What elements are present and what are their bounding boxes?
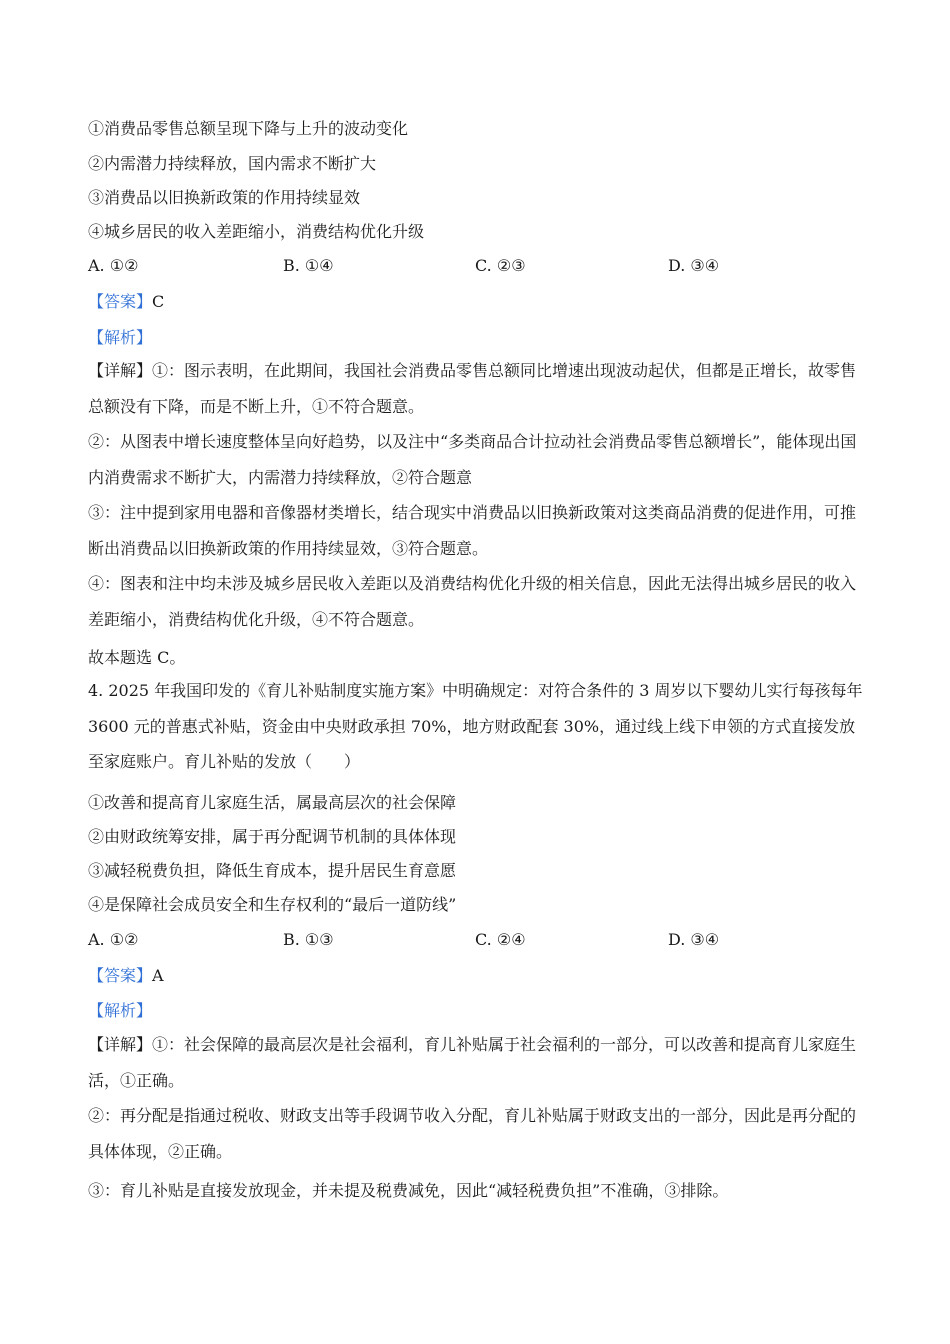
q4-item-1: ①改善和提高育儿家庭生活，属最高层次的社会保障 <box>88 793 457 812</box>
q4-detail-3: ③：育儿补贴是直接发放现金，并未提及税费减免，因此“减轻税费负担”不准确，③排除。 <box>88 1181 729 1200</box>
q4-item-2: ②由财政统筹安排，属于再分配调节机制的具体体现 <box>88 827 457 846</box>
q4-answer <box>88 966 164 986</box>
q3-option-c: C. ②③ <box>475 256 526 275</box>
q3-item-4: ④城乡居民的收入差距缩小，消费结构优化升级 <box>88 222 425 241</box>
q4-detail-1-text: ①：社会保障的最高层次是社会福利，育儿补贴属于社会福利的一部分，可以改善和提高育儿家庭生活，①正确。 <box>88 1035 857 1090</box>
q3-detail-label: 【详解】 <box>88 361 153 380</box>
q4-option-a: A. ①② <box>88 930 139 949</box>
q4-answer-label: 【答案】 <box>88 966 153 985</box>
q3-item-2: ②内需潜力持续释放，国内需求不断扩大 <box>88 154 377 173</box>
q3-option-a: A. ①② <box>88 256 139 275</box>
q3-analysis-label: 【解析】 <box>88 328 153 347</box>
q3-answer <box>88 292 164 312</box>
q3-option-d: D. ③④ <box>668 256 720 275</box>
q3-answer-label: 【答案】 <box>88 292 153 311</box>
q3-detail-1-text: ①：图示表明，在此期间，我国社会消费品零售总额同比增速出现波动起伏，但都是正增长，故零售总额没有下降，而是不断上升，①不符合题意。 <box>88 361 857 416</box>
q3-detail-3: ③：注中提到家用电器和音像器材类增长，结合现实中消费品以旧换新政策对这类商品消费的促进作用，可推断出消费品以旧换新政策的作用持续显效，③符合题意。 <box>88 503 857 558</box>
q4-analysis-label: 【解析】 <box>88 1001 153 1020</box>
q3-option-b: B. ①④ <box>283 256 334 275</box>
q4-stem: 4. 2025 年我国印发的《育儿补贴制度实施方案》中明确规定：对符合条件的 3 周岁以下婴幼儿实行每孩每年 3600 元的普惠式补贴，资金由中央财政承担 70%，地方财政配套 30%，通过线上线下申领的方式直接发放至家庭账户。育儿补贴的发放（ ） <box>88 681 863 771</box>
q4-detail-2: ②：再分配是指通过税收、财政支出等手段调节收入分配，育儿补贴属于财政支出的一部分，因此是再分配的具体体现，②正确。 <box>88 1106 857 1161</box>
q4-option-c: C. ②④ <box>475 930 526 949</box>
q3-detail-2: ②：从图表中增长速度整体呈向好趋势，以及注中“多类商品合计拉动社会消费品零售总额增长”，能体现出国内消费需求不断扩大，内需潜力持续释放，②符合题意 <box>88 432 857 487</box>
q4-detail-label: 【详解】 <box>88 1035 153 1054</box>
q3-detail-1 <box>88 353 863 424</box>
q4-item-3: ③减轻税费负担，降低生育成本，提升居民生育意愿 <box>88 861 457 880</box>
q3-conclusion: 故本题选 C。 <box>88 648 186 667</box>
q3-item-1: ①消费品零售总额呈现下降与上升的波动变化 <box>88 119 409 138</box>
q4-option-b: B. ①③ <box>283 930 334 949</box>
q4-option-d: D. ③④ <box>668 930 720 949</box>
q4-answer-value: A <box>152 966 164 985</box>
q3-item-3: ③消费品以旧换新政策的作用持续显效 <box>88 188 361 207</box>
q4-item-4: ④是保障社会成员安全和生存权利的“最后一道防线” <box>88 895 457 914</box>
q4-detail-1 <box>88 1027 863 1098</box>
q3-answer-value: C <box>152 292 165 311</box>
q3-detail-4: ④：图表和注中均未涉及城乡居民收入差距以及消费结构优化升级的相关信息，因此无法得出城乡居民的收入差距缩小，消费结构优化升级，④不符合题意。 <box>88 574 857 629</box>
